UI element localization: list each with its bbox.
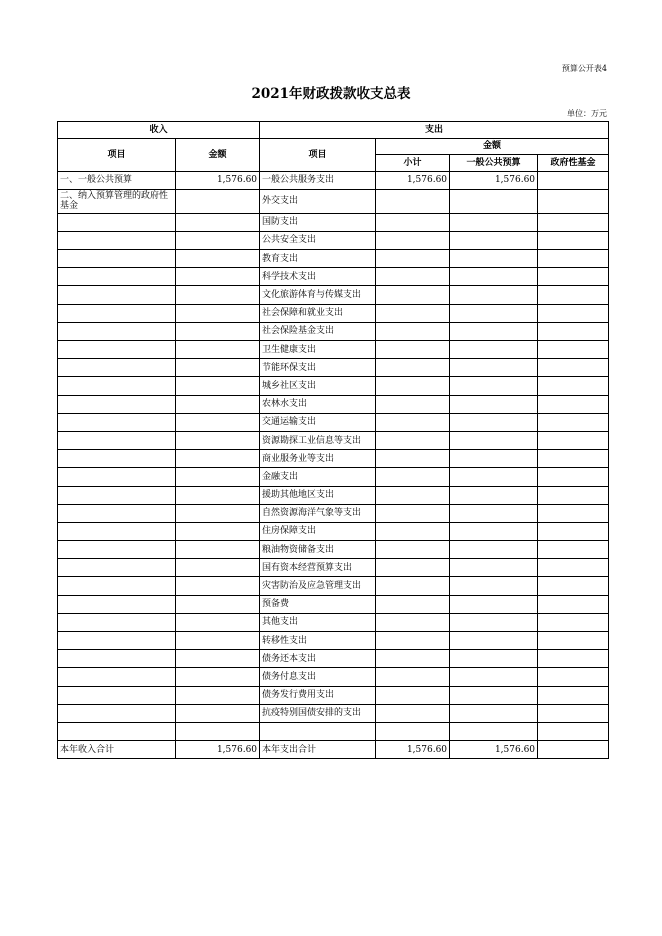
cell-in-amt xyxy=(176,668,260,686)
cell-in-item xyxy=(58,632,176,650)
cell-sub xyxy=(376,213,450,231)
cell-out-item: 外交支出 xyxy=(260,189,376,213)
cell-sub xyxy=(376,468,450,486)
cell-gen xyxy=(450,722,538,740)
table-row xyxy=(58,613,609,631)
table-row xyxy=(58,595,609,613)
cell-in-item: 本年收入合计 xyxy=(58,741,176,759)
table-row xyxy=(58,341,609,359)
cell-in-amt xyxy=(176,541,260,559)
cell-gen: 1,576.60 xyxy=(450,741,538,759)
cell-sub xyxy=(376,268,450,286)
cell-fund xyxy=(538,468,609,486)
cell-in-amt xyxy=(176,522,260,540)
general-budget-header: 一般公共预算 xyxy=(450,155,538,172)
cell-gen xyxy=(450,522,538,540)
cell-in-item xyxy=(58,595,176,613)
table-row xyxy=(58,577,609,595)
cell-out-item: 本年支出合计 xyxy=(260,741,376,759)
cell-in-amt xyxy=(176,250,260,268)
cell-out-item: 国防支出 xyxy=(260,213,376,231)
cell-in-amt xyxy=(176,322,260,340)
cell-out-item: 粮油物资储备支出 xyxy=(260,541,376,559)
table-row xyxy=(58,650,609,668)
cell-sub xyxy=(376,486,450,504)
cell-in-item xyxy=(58,668,176,686)
cell-in-item xyxy=(58,250,176,268)
cell-gen xyxy=(450,686,538,704)
cell-out-item: 债务付息支出 xyxy=(260,668,376,686)
table-row xyxy=(58,668,609,686)
cell-sub xyxy=(376,286,450,304)
cell-sub xyxy=(376,431,450,449)
cell-out-item: 卫生健康支出 xyxy=(260,341,376,359)
cell-gen xyxy=(450,322,538,340)
cell-fund xyxy=(538,595,609,613)
table-row xyxy=(58,189,609,213)
cell-fund xyxy=(538,359,609,377)
cell-sub: 1,576.60 xyxy=(376,741,450,759)
cell-in-item xyxy=(58,559,176,577)
cell-gen xyxy=(450,486,538,504)
table-row xyxy=(58,250,609,268)
cell-fund xyxy=(538,286,609,304)
cell-gen xyxy=(450,189,538,213)
table-row xyxy=(58,504,609,522)
table-row xyxy=(58,304,609,322)
cell-in-item: 一、一般公共预算 xyxy=(58,171,176,189)
cell-in-item xyxy=(58,650,176,668)
cell-sub xyxy=(376,722,450,740)
cell-in-item xyxy=(58,431,176,449)
cell-out-item: 援助其他地区支出 xyxy=(260,486,376,504)
cell-sub xyxy=(376,577,450,595)
expense-item-header: 项目 xyxy=(260,138,376,171)
cell-in-item xyxy=(58,722,176,740)
cell-in-item xyxy=(58,468,176,486)
cell-fund xyxy=(538,250,609,268)
cell-fund xyxy=(538,741,609,759)
cell-in-amt: 1,576.60 xyxy=(176,741,260,759)
cell-in-amt xyxy=(176,189,260,213)
cell-in-item xyxy=(58,613,176,631)
cell-out-item: 公共安全支出 xyxy=(260,231,376,249)
cell-fund xyxy=(538,668,609,686)
cell-fund xyxy=(538,189,609,213)
cell-out-item: 灾害防治及应急管理支出 xyxy=(260,577,376,595)
table-row xyxy=(58,722,609,740)
cell-sub xyxy=(376,541,450,559)
cell-in-item xyxy=(58,213,176,231)
cell-sub xyxy=(376,595,450,613)
cell-gen xyxy=(450,286,538,304)
table-row xyxy=(58,231,609,249)
cell-gen xyxy=(450,268,538,286)
cell-in-amt: 1,576.60 xyxy=(176,171,260,189)
table-row xyxy=(58,541,609,559)
cell-gen xyxy=(450,304,538,322)
cell-in-amt xyxy=(176,377,260,395)
cell-out-item xyxy=(260,722,376,740)
cell-in-item xyxy=(58,286,176,304)
cell-gen xyxy=(450,231,538,249)
cell-gen xyxy=(450,395,538,413)
cell-gen xyxy=(450,595,538,613)
cell-out-item: 转移性支出 xyxy=(260,632,376,650)
expense-amount-header: 金额 xyxy=(376,138,609,155)
cell-fund xyxy=(538,613,609,631)
cell-fund xyxy=(538,650,609,668)
cell-sub xyxy=(376,704,450,722)
cell-out-item: 住房保障支出 xyxy=(260,522,376,540)
cell-sub xyxy=(376,341,450,359)
cell-sub xyxy=(376,231,450,249)
cell-out-item: 国有资本经营预算支出 xyxy=(260,559,376,577)
cell-gen xyxy=(450,431,538,449)
cell-gen xyxy=(450,250,538,268)
cell-fund xyxy=(538,486,609,504)
cell-sub xyxy=(376,189,450,213)
cell-fund xyxy=(538,704,609,722)
cell-fund xyxy=(538,322,609,340)
table-row xyxy=(58,704,609,722)
cell-in-item xyxy=(58,486,176,504)
cell-fund xyxy=(538,450,609,468)
cell-in-amt xyxy=(176,595,260,613)
cell-in-item xyxy=(58,577,176,595)
cell-in-amt xyxy=(176,213,260,231)
cell-sub xyxy=(376,413,450,431)
cell-out-item: 文化旅游体育与传媒支出 xyxy=(260,286,376,304)
cell-fund xyxy=(538,395,609,413)
cell-out-item: 一般公共服务支出 xyxy=(260,171,376,189)
cell-fund xyxy=(538,413,609,431)
cell-in-amt xyxy=(176,304,260,322)
cell-sub xyxy=(376,450,450,468)
table-row xyxy=(58,413,609,431)
cell-fund xyxy=(538,559,609,577)
table-row xyxy=(58,559,609,577)
cell-sub xyxy=(376,650,450,668)
cell-in-amt xyxy=(176,341,260,359)
cell-out-item: 社会保障和就业支出 xyxy=(260,304,376,322)
table-row xyxy=(58,359,609,377)
cell-sub xyxy=(376,686,450,704)
cell-gen xyxy=(450,213,538,231)
gov-fund-header: 政府性基金 xyxy=(538,155,609,172)
cell-sub xyxy=(376,395,450,413)
cell-in-item xyxy=(58,322,176,340)
cell-fund xyxy=(538,377,609,395)
cell-fund xyxy=(538,632,609,650)
cell-in-amt xyxy=(176,613,260,631)
cell-in-item xyxy=(58,395,176,413)
table-row xyxy=(58,522,609,540)
cell-out-item: 社会保险基金支出 xyxy=(260,322,376,340)
cell-in-amt xyxy=(176,577,260,595)
cell-in-item xyxy=(58,341,176,359)
cell-in-amt xyxy=(176,504,260,522)
cell-in-item: 二、纳入预算管理的政府性基金 xyxy=(58,189,176,213)
cell-in-amt xyxy=(176,395,260,413)
cell-in-amt xyxy=(176,686,260,704)
cell-in-item xyxy=(58,686,176,704)
cell-sub xyxy=(376,613,450,631)
cell-gen xyxy=(450,413,538,431)
table-row xyxy=(58,486,609,504)
cell-in-item xyxy=(58,413,176,431)
unit-label: 单位：万元 xyxy=(567,109,607,118)
cell-out-item: 商业服务业等支出 xyxy=(260,450,376,468)
cell-in-amt xyxy=(176,431,260,449)
cell-in-amt xyxy=(176,722,260,740)
cell-in-item xyxy=(58,704,176,722)
cell-out-item: 科学技术支出 xyxy=(260,268,376,286)
cell-in-amt xyxy=(176,359,260,377)
table-row xyxy=(58,450,609,468)
cell-sub xyxy=(376,250,450,268)
table-row xyxy=(58,268,609,286)
cell-in-amt xyxy=(176,286,260,304)
cell-gen xyxy=(450,650,538,668)
cell-in-item xyxy=(58,522,176,540)
cell-in-amt xyxy=(176,486,260,504)
table-row xyxy=(58,171,609,189)
table-row xyxy=(58,286,609,304)
subtotal-header: 小计 xyxy=(376,155,450,172)
cell-gen xyxy=(450,541,538,559)
cell-in-item xyxy=(58,231,176,249)
cell-gen xyxy=(450,577,538,595)
cell-in-amt xyxy=(176,231,260,249)
cell-sub xyxy=(376,304,450,322)
cell-sub xyxy=(376,359,450,377)
cell-out-item: 其他支出 xyxy=(260,613,376,631)
table-row xyxy=(58,213,609,231)
income-item-header: 项目 xyxy=(58,138,176,171)
cell-in-amt xyxy=(176,650,260,668)
cell-in-item xyxy=(58,377,176,395)
cell-fund xyxy=(538,722,609,740)
cell-gen xyxy=(450,632,538,650)
cell-sub xyxy=(376,522,450,540)
table-row xyxy=(58,431,609,449)
income-amount-header: 金额 xyxy=(176,138,260,171)
cell-in-item xyxy=(58,450,176,468)
cell-in-amt xyxy=(176,559,260,577)
table-row xyxy=(58,322,609,340)
cell-sub xyxy=(376,559,450,577)
cell-fund xyxy=(538,577,609,595)
cell-in-amt xyxy=(176,704,260,722)
cell-in-item xyxy=(58,504,176,522)
cell-in-item xyxy=(58,359,176,377)
cell-fund xyxy=(538,231,609,249)
cell-gen xyxy=(450,377,538,395)
cell-out-item: 资源勘探工业信息等支出 xyxy=(260,431,376,449)
cell-fund xyxy=(538,522,609,540)
cell-in-item xyxy=(58,541,176,559)
cell-out-item: 教育支出 xyxy=(260,250,376,268)
table-row xyxy=(58,395,609,413)
income-header: 收入 xyxy=(58,122,260,139)
total-row xyxy=(58,741,609,759)
budget-table xyxy=(57,121,609,759)
table-row xyxy=(58,377,609,395)
cell-out-item: 债务还本支出 xyxy=(260,650,376,668)
cell-fund xyxy=(538,304,609,322)
cell-gen xyxy=(450,359,538,377)
cell-out-item: 金融支出 xyxy=(260,468,376,486)
cell-fund xyxy=(538,341,609,359)
cell-out-item: 农林水支出 xyxy=(260,395,376,413)
cell-in-item xyxy=(58,268,176,286)
cell-fund xyxy=(538,686,609,704)
cell-fund xyxy=(538,171,609,189)
cell-fund xyxy=(538,213,609,231)
table-number-label: 预算公开表4 xyxy=(561,64,607,73)
cell-gen xyxy=(450,704,538,722)
table-row xyxy=(58,686,609,704)
cell-out-item: 债务发行费用支出 xyxy=(260,686,376,704)
cell-sub xyxy=(376,632,450,650)
cell-gen xyxy=(450,504,538,522)
cell-gen xyxy=(450,668,538,686)
cell-sub xyxy=(376,377,450,395)
cell-in-amt xyxy=(176,632,260,650)
cell-gen xyxy=(450,613,538,631)
cell-sub xyxy=(376,322,450,340)
cell-in-amt xyxy=(176,268,260,286)
cell-out-item: 预备费 xyxy=(260,595,376,613)
cell-out-item: 自然资源海洋气象等支出 xyxy=(260,504,376,522)
cell-gen xyxy=(450,468,538,486)
cell-gen: 1,576.60 xyxy=(450,171,538,189)
expense-header: 支出 xyxy=(260,122,609,139)
cell-sub xyxy=(376,668,450,686)
cell-fund xyxy=(538,541,609,559)
cell-out-item: 城乡社区支出 xyxy=(260,377,376,395)
page-title: 2021年财政拨款收支总表 xyxy=(251,86,411,102)
cell-gen xyxy=(450,341,538,359)
cell-fund xyxy=(538,504,609,522)
cell-out-item: 节能环保支出 xyxy=(260,359,376,377)
cell-gen xyxy=(450,450,538,468)
cell-sub: 1,576.60 xyxy=(376,171,450,189)
cell-sub xyxy=(376,504,450,522)
cell-gen xyxy=(450,559,538,577)
cell-fund xyxy=(538,431,609,449)
cell-out-item: 抗疫特别国债安排的支出 xyxy=(260,704,376,722)
table-row xyxy=(58,632,609,650)
cell-in-amt xyxy=(176,468,260,486)
cell-in-item xyxy=(58,304,176,322)
cell-fund xyxy=(538,268,609,286)
table-row xyxy=(58,468,609,486)
cell-in-amt xyxy=(176,450,260,468)
cell-out-item: 交通运输支出 xyxy=(260,413,376,431)
cell-in-amt xyxy=(176,413,260,431)
